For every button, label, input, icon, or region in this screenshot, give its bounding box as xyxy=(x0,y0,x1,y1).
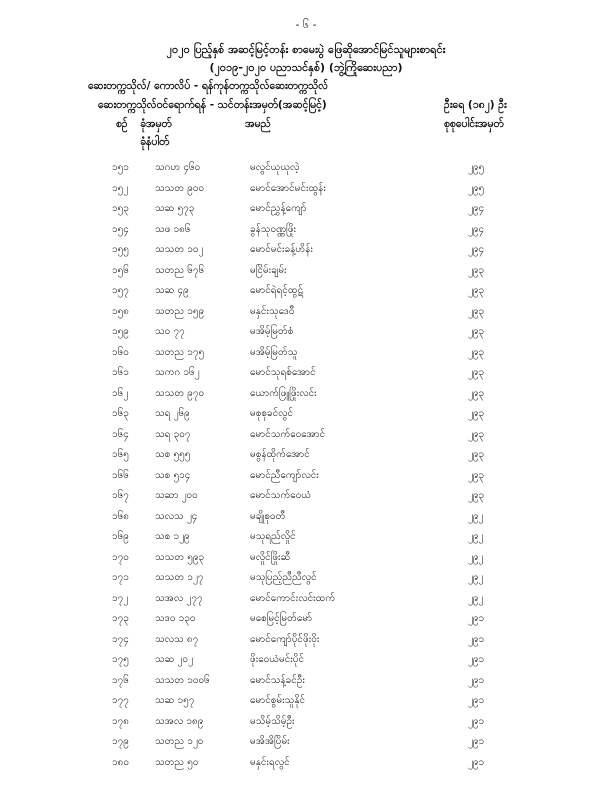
page-number: - ၆ - xyxy=(295,18,317,31)
section-label: ဆေးတက္ကသိုလ်/ ကောလိပ် - ရန်ကုန်တက္ကသိုလ်ဆေးတက္ကသိုလ် xyxy=(88,80,329,92)
row-number: ၁၅၈ xyxy=(112,305,129,317)
student-name: မောင်သန့်ခင်ဦး xyxy=(250,674,305,686)
roll-number: သတည ၅၀ xyxy=(155,756,199,768)
student-name: မောင်ညွှန့်ကျော် xyxy=(250,203,307,214)
row-number: ၁၇၃ xyxy=(112,613,129,624)
roll-number: သဖ ၁၈၆ xyxy=(155,223,191,235)
table-row xyxy=(0,283,612,304)
table-row xyxy=(0,263,612,284)
table-row xyxy=(0,529,612,550)
row-number: ၁၆၄ xyxy=(112,428,129,440)
roll-number: သစ ၅၁၄ xyxy=(155,469,191,481)
total-marks: ၂၉၃ xyxy=(468,490,485,501)
roll-number: သဆ ၁၅၇ xyxy=(155,695,195,706)
total-marks: ၂၉၃ xyxy=(468,326,485,337)
roll-number: သကဂ ၁၆၂ xyxy=(155,367,200,378)
document-title: ၂၀၂၀ ပြည့်နှစ် အဆင့်မြင့်တန်း စာမေးပွဲ ဖြေဆိုအောင်မြင်သူများစာရင်း xyxy=(166,43,446,56)
total-marks: ၂၉၃ xyxy=(468,408,485,419)
row-number: ၁၇၂ xyxy=(112,592,129,604)
roll-number: သသတ ၅၉၃ xyxy=(155,551,205,563)
total-marks: ၂၉၄ xyxy=(468,223,485,235)
table-row xyxy=(0,201,612,222)
total-marks: ၂၉၂ xyxy=(468,572,484,583)
row-number: ၁၆၈ xyxy=(112,510,129,522)
roll-number: သသတ ၉၀၀ xyxy=(155,182,205,194)
table-row xyxy=(0,570,612,591)
table-row xyxy=(0,591,612,612)
roll-number: သလသ ၂၄ xyxy=(155,510,198,522)
row-number: ၁၇၈ xyxy=(112,715,129,727)
roll-number: သအလ ၂၇၇ xyxy=(155,592,203,604)
column-header-marks: စုစုပေါင်းအမှတ် xyxy=(444,118,504,130)
table-row xyxy=(0,611,612,632)
roll-number: သဂဟ ၄၆၀ xyxy=(155,162,201,173)
roll-number: သဆ ၄၉ xyxy=(155,285,189,296)
table-row xyxy=(0,345,612,366)
student-name: မအိအိပြိမ်း xyxy=(250,736,290,747)
table-row xyxy=(0,488,612,509)
student-name: မောင်မင်းခန့်ဟိန်း xyxy=(250,244,313,255)
row-number: ၁၈၀ xyxy=(112,756,129,768)
table-row xyxy=(0,652,612,673)
total-marks: ၂၉၄ xyxy=(468,203,485,214)
row-number: ၁၆၁ xyxy=(112,367,129,378)
row-number: ၁၅၃ xyxy=(112,203,129,214)
table-row xyxy=(0,365,612,386)
table-row xyxy=(0,304,612,325)
total-marks: ၂၉၂ xyxy=(468,592,484,604)
total-marks: ၂၉၃ xyxy=(468,387,485,399)
student-name: မချိုစုဝတီ xyxy=(250,510,286,522)
student-name: မသုရည်လှိုင် xyxy=(250,531,296,542)
student-name: မောင်သက်ဝေအောင် xyxy=(250,428,326,440)
roll-number: သဒ၀ ၁၃၀ xyxy=(155,613,196,624)
column-header-no: စဉ် xyxy=(116,118,128,130)
student-name: မောင်ကျော်ပိုင်ဖိုးဝိုး xyxy=(250,633,320,645)
row-number: ၁၅၄ xyxy=(112,223,129,235)
row-number: ၁၇၉ xyxy=(112,736,129,747)
column-header-roll: ခုံအမှတ် xyxy=(140,118,172,130)
student-name: မောင်သက်ဝေယံ xyxy=(250,490,312,501)
total-marks: ၂၉၁ xyxy=(468,715,485,727)
row-number: ၁၇၁ xyxy=(112,572,129,583)
roll-number: သတည ၁၇၅ xyxy=(155,346,205,358)
row-number: ၁၇၀ xyxy=(112,551,129,563)
total-marks: ၂၉၁ xyxy=(468,613,485,624)
row-number: ၁၅၅ xyxy=(112,244,129,255)
row-number: ၁၅၂ xyxy=(112,182,129,194)
total-marks: ၂၉၃ xyxy=(468,367,485,378)
row-number: ၁၅၇ xyxy=(112,285,129,296)
total-marks: ၂၉၃ xyxy=(468,428,485,440)
total-marks: ၂၉၅ xyxy=(468,182,485,194)
column-header-name: အမည် xyxy=(245,118,271,130)
student-name: မောင်သုရစ်အောင် xyxy=(250,367,316,378)
results-list xyxy=(0,160,612,775)
roll-number: သသတ ၁၂၇ xyxy=(155,572,204,583)
row-number: ၁၇၅ xyxy=(112,654,129,665)
total-marks: ၂၉၃ xyxy=(468,285,485,296)
total-marks: ၂၉၃ xyxy=(468,469,485,481)
table-row xyxy=(0,222,612,243)
row-number: ၁၆၃ xyxy=(112,408,129,419)
table-row xyxy=(0,427,612,448)
student-name: မသုပြည့်ညီညီလွင် xyxy=(250,572,317,583)
student-name: မအိမ့်မြတ်သူ xyxy=(250,346,298,358)
roll-number: သတည ၁၅၉ xyxy=(155,305,205,317)
total-marks: ၂၉၁ xyxy=(468,756,485,768)
row-number: ၁၆၀ xyxy=(112,346,129,358)
roll-number: သတည ၆၇၆ xyxy=(155,264,205,276)
table-row xyxy=(0,673,612,694)
row-number: ၁၇၆ xyxy=(112,674,129,686)
student-name: မောင်စွမ်းသူနိုင် xyxy=(250,695,306,706)
table-row xyxy=(0,734,612,755)
student-name: မစေမြင့်မြတ်မော် xyxy=(250,613,313,624)
total-marks: ၂၉၂ xyxy=(468,531,484,542)
row-number: ၁၅၆ xyxy=(112,264,129,276)
roll-number: သရ ၃၀၇ xyxy=(155,428,191,440)
row-number: ၁၆၉ xyxy=(112,531,129,542)
student-name: မလှိုင်ဖြိုးဆီ xyxy=(250,551,291,563)
total-marks: ၂၉၂ xyxy=(468,510,484,522)
table-row xyxy=(0,714,612,735)
student-name: မနှင်းရလွင် xyxy=(250,756,290,768)
table-row xyxy=(0,755,612,776)
student-name: ယောက်ဖြူဖြိုးလင်း xyxy=(250,387,317,399)
row-number: ၁၅၉ xyxy=(112,326,129,337)
total-marks: ၂၉၁ xyxy=(468,654,485,665)
roll-number: သရ ၂၆၉ xyxy=(155,408,190,419)
total-marks: ၂၉၃ xyxy=(468,449,485,460)
roll-number: သဝ ၇၇ xyxy=(155,326,185,337)
total-marks: ၂၉၃ xyxy=(468,264,485,276)
total-marks: ၂၉၃ xyxy=(468,305,485,317)
roll-number: သဆ ၅၇၃ xyxy=(155,203,195,214)
roll-number: သအလ ၁၈၉ xyxy=(155,715,204,727)
total-marks: ၂၉၁ xyxy=(468,674,485,686)
table-row xyxy=(0,550,612,571)
column-header-roll-sub: ခုံနံပါတ် xyxy=(140,136,170,148)
university-label: ဆေးတက္ကသိုလ်ဝင်ရောက်ရန် - သင်တန်းအမှတ်(အဆင့်မြင့်) xyxy=(98,99,327,111)
student-name: မောင်ညီကျော်လင်း xyxy=(250,469,319,481)
table-row xyxy=(0,242,612,263)
table-row xyxy=(0,386,612,407)
total-marks: ၂၉၃ xyxy=(468,346,485,358)
student-name: မသိမ့်သိမ့်ဦး xyxy=(250,715,295,727)
row-number: ၁၅၁ xyxy=(112,162,129,173)
total-marks: ၂၉၂ xyxy=(468,551,484,563)
student-name: မောင်ရဲရင့်ထွဋ် xyxy=(250,285,304,296)
roll-number: သလသ ၈၇ xyxy=(155,633,199,645)
row-number: ၁၇၇ xyxy=(112,695,129,706)
roll-number: သသတ ၉၇၀ xyxy=(155,387,205,399)
total-marks: ၂၉၁ xyxy=(468,736,485,747)
total-marks: ၂၉၅ xyxy=(468,162,485,173)
row-number: ၁၆၂ xyxy=(112,387,129,399)
row-number: ၁၆၅ xyxy=(112,449,129,460)
roll-number: သသတ ၁၀၂ xyxy=(155,244,204,255)
table-row xyxy=(0,181,612,202)
student-name: မစုစုခင်လွင် xyxy=(250,408,294,419)
table-row xyxy=(0,632,612,653)
table-row xyxy=(0,468,612,489)
student-name: ခွန်သုဝဏ္ဏဖြိုး xyxy=(250,223,297,235)
total-marks: ၂၉၁ xyxy=(468,633,485,645)
table-row xyxy=(0,509,612,530)
table-row xyxy=(0,693,612,714)
student-name: မအိမ့်မြတ်စံ xyxy=(250,326,294,337)
table-row xyxy=(0,324,612,345)
row-number: ၁၆၇ xyxy=(112,490,129,501)
roll-number: သစ ၅၅၅ xyxy=(155,449,191,460)
roll-number: သတည ၁၂၀ xyxy=(155,736,204,747)
student-name: မလွင်ယုယုလဲ့ xyxy=(250,162,300,173)
table-row xyxy=(0,406,612,427)
student-name: မငြိမ်းချမ်း xyxy=(250,264,287,276)
student-name: ဖိုးဝေယံမင်းပိုင် xyxy=(250,654,305,665)
student-name: မနှင်းသုဒေဝီ xyxy=(250,305,295,317)
table-row xyxy=(0,447,612,468)
table-row xyxy=(0,160,612,181)
roll-number: သဆာ ၂၀၀ xyxy=(155,490,198,501)
student-name: မောင်အောင်မင်းထွန်း xyxy=(250,182,326,194)
student-name: မစွန်ထိုက်အောင် xyxy=(250,449,310,460)
total-marks: ၂၉၄ xyxy=(468,244,485,255)
roll-number: သသတ ၁၀၀၆ xyxy=(155,674,210,686)
row-number: ၁၆၆ xyxy=(112,469,129,481)
total-marks: ၂၉၁ xyxy=(468,695,485,706)
roll-number: သစ ၁၂၉ xyxy=(155,531,190,542)
row-number: ၁၇၄ xyxy=(112,633,129,645)
student-name: မောင်ကောင်းလင်းထက် xyxy=(250,592,336,604)
document-subtitle: (၂၀၁၉-၂၀၂၀ ပညာသင်နှစ်) (ဘွဲ့ကြိုဆေးပညာ) xyxy=(209,61,403,74)
roll-number: သဆ ၂၀၂ xyxy=(155,654,193,665)
count-label: ဦးရေ (၁၈၂) ဦး xyxy=(444,99,507,111)
